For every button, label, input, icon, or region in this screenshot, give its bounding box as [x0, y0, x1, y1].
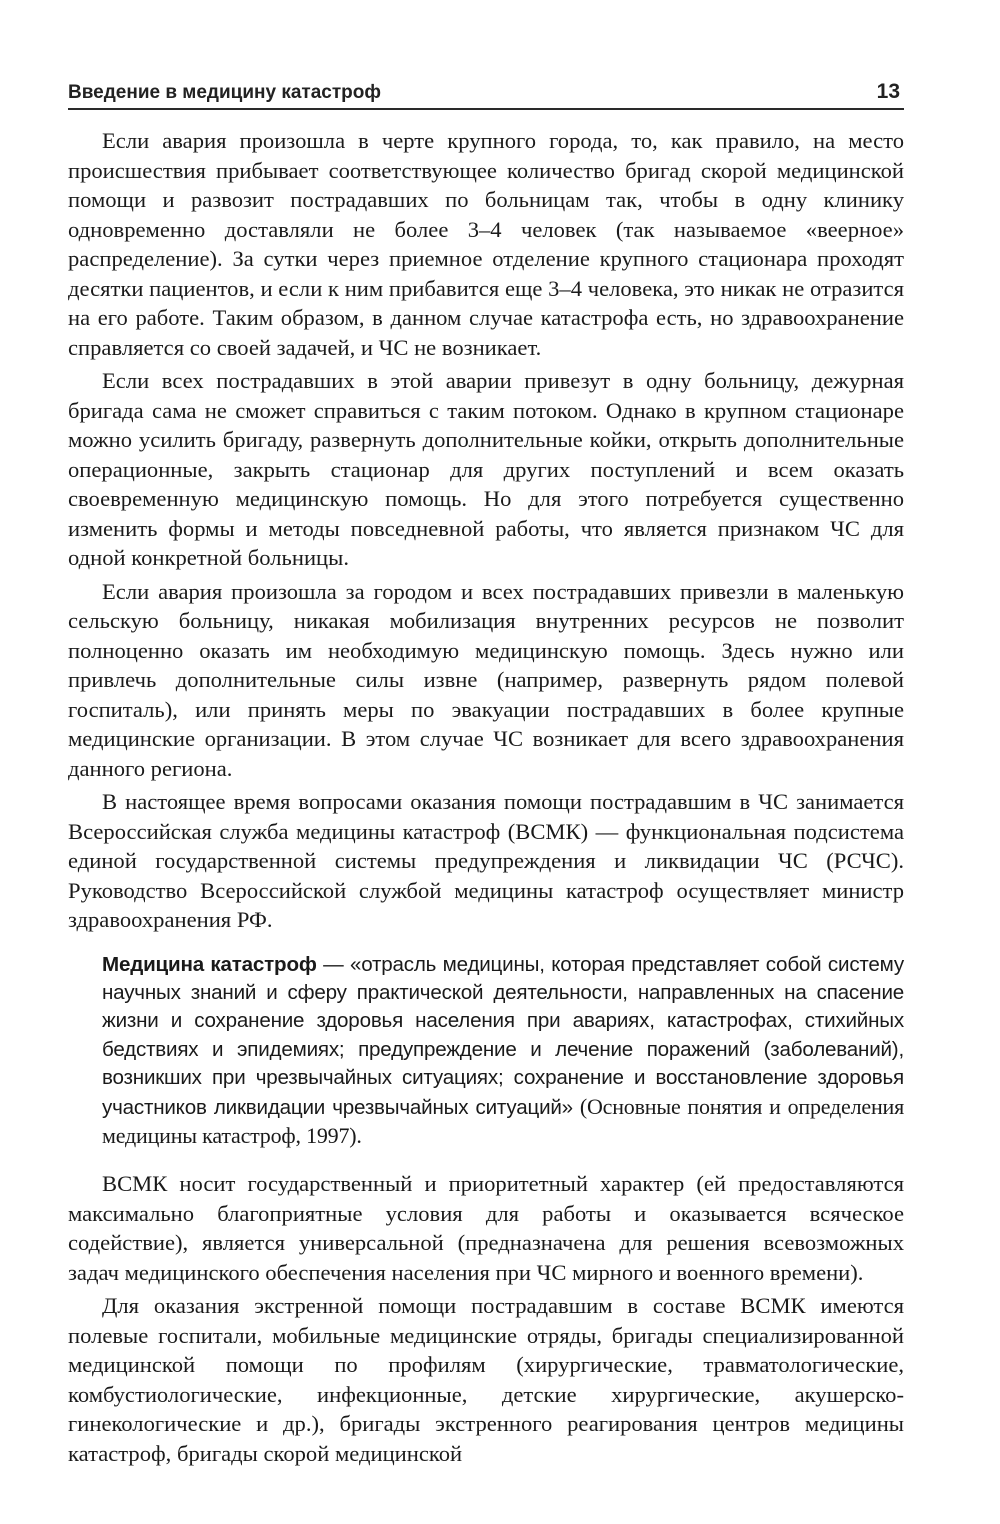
paragraph: Если авария произошла за городом и всех пострадавших привезли в маленькую сельскую больницу, никакая мобилизация внутренних ресурсов не позволит полноценно оказать им необходимую медицинскую помощь. Здесь нужно или привлечь дополнительные силы извне (например, развернуть рядом полевой госпиталь), или принять меры по эвакуации пострадавших в более крупные медицинские организации. В этом случае ЧС возникает для всего здравоохранения данного региона. — [68, 578, 904, 781]
definition-term: Медицина катастроф — [102, 952, 317, 976]
book-page — [68, 80, 904, 1500]
definition-text: — «отрасль медицины, которая представляет собой систему научных знаний и сферу практической деятельности, направленных на спасение жизни и сохранение здоровья населения при авариях, катастрофах, стихийных бедствиях и эпидемиях; предупреждение и лечение поражений (заболеваний), возникших при чрезвычайных ситуациях; сохранение и восстановление здоровья участников ликвидации чрезвычайных ситуаций» — [102, 952, 904, 1119]
page-number: 13 — [876, 80, 900, 103]
body-text — [68, 126, 904, 1468]
paragraph: В настоящее время вопросами оказания помощи пострадавшим в ЧС занимается Всероссийская служба медицины катастроф (ВСМК) — функциональная подсистема единой государственной системы предупреждения и ликвидации ЧС (РСЧС). Руководство Всероссийской службой медицины катастроф осуществляет министр здравоохранения РФ. — [68, 789, 904, 932]
paragraph: Если авария произошла в черте крупного города, то, как правило, на место происшествия прибывает соответствующее количество бригад скорой медицинской помощи и развозит пострадавших по больницам так, чтобы в одну клинику одновременно доставляли не более 3–4 человек (так называемое «веерное» распределение). За сутки через приемное отделение крупного стационара проходят десятки пациентов, и если к ним прибавится еще 3–4 человека, это никак не отразится на его работе. Таким образом, в данном случае катастрофа есть, но здравоохранение справляется со своей задачей, и ЧС не возникает. — [68, 128, 904, 360]
paragraph: ВСМК носит государственный и приоритетный характер (ей предоставляются максимально благоприятные условия для работы и оказывается всяческое содействие), является универсальной (предназначена для решения всевозможных задач медицинского обеспечения населения при ЧС мирного и военного времени). — [68, 1171, 904, 1285]
running-header-title: Введение в медицину катастроф — [68, 82, 382, 103]
paragraph: Для оказания экстренной помощи пострадавшим в составе ВСМК имеются полевые госпитали, мобильные медицинские отряды, бригады специализированной медицинской помощи по профилям (хирургические, травматологические, комбустиологические, инфекционные, детские хирургические, акушерско-гинекологические и др.), бригады экстренного реагирования центров медицины катастроф, бригады скорой медицинской — [68, 1293, 904, 1466]
running-header — [68, 80, 904, 110]
definition-source: (Основные понятия и определения медицины катастроф, 1997). — [102, 1093, 905, 1148]
paragraph: Если всех пострадавших в этой аварии привезут в одну больницу, дежурная бригада сама не сможет справиться с таким потоком. Однако в крупном стационаре можно усилить бригаду, развернуть дополнительные койки, открыть дополнительные операционные, закрыть стационар для других поступлений и всем оказать своевременную медицинскую помощь. Но для этого потребуется существенно изменить формы и методы повседневной работы, что является признаком ЧС для одной конкретной больницы. — [68, 368, 904, 570]
definition-block — [102, 951, 904, 1152]
